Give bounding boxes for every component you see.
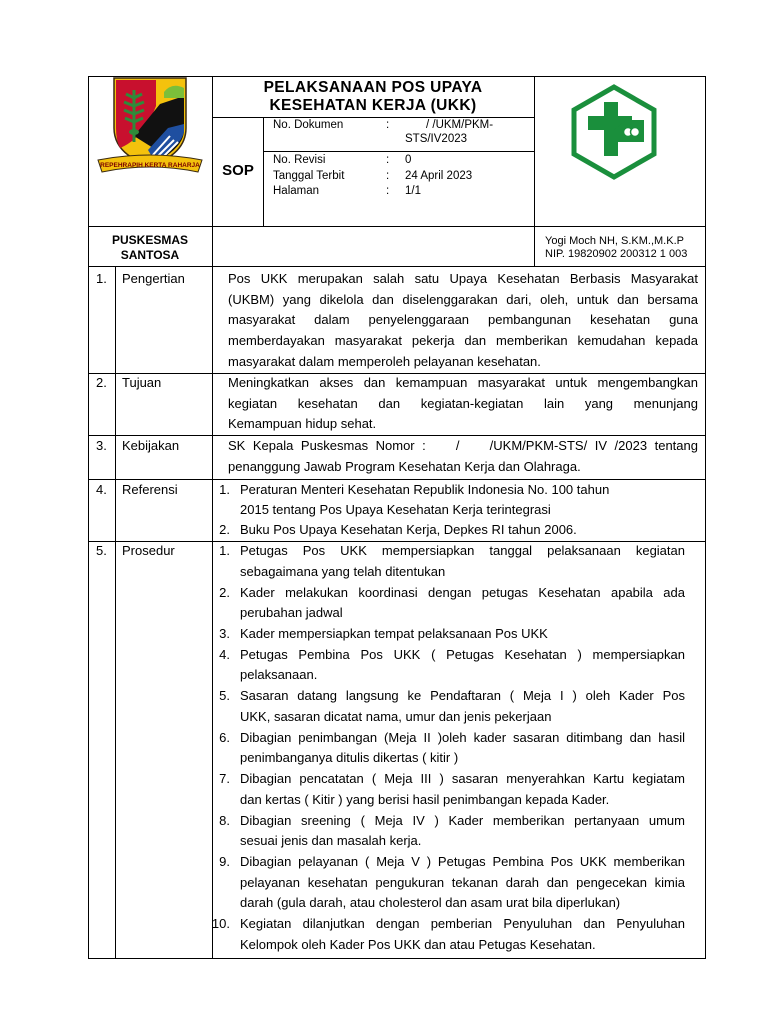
regency-emblem-icon (94, 76, 206, 180)
list-number: 7. (219, 771, 230, 786)
issue-date-label: Tanggal Terbit (273, 170, 345, 182)
regency-motto: REPEHRAPIH KERTA RAHARJA (100, 162, 200, 169)
issue-date-value: 24 April 2023 (405, 170, 473, 182)
section-1-number: 1. (96, 271, 107, 286)
list-line: Dibagian pelayanan ( Meja V ) Petugas Pembina Pos UKK memberikan (240, 854, 685, 869)
list-number: 6. (219, 730, 230, 745)
paragraph-line: SK Kepala Puskesmas Nomor : / /UKM/PKM-STS/ IV /2023 tentang (228, 438, 698, 453)
section-2-number: 2. (96, 375, 107, 390)
list-number: 5. (219, 688, 230, 703)
section-3-number: 3. (96, 438, 107, 453)
list-number: 3. (219, 626, 230, 641)
revision-label: No. Revisi (273, 154, 326, 166)
list-number: 1. (219, 543, 230, 558)
page-label: Halaman (273, 185, 320, 197)
section-4-title: Referensi (122, 482, 178, 497)
list-line: Petugas Pembina Pos UKK ( Petugas Kesehatan ) mempersiapkan (240, 647, 685, 662)
list-line: Kegiatan dilanjutkan dengan pemberian Penyuluhan dan Penyuluhan (240, 916, 685, 931)
list-line: sebagaimana yang telah ditentukan (240, 564, 446, 579)
list-line: Dibagian penimbangan (Meja II )oleh kader sasaran ditimbang dan hasil (240, 730, 685, 745)
doc-number-sep: : (386, 119, 390, 131)
list-number: 4. (219, 647, 230, 662)
list-line: Kader melakukan koordinasi dengan petugas Kesehatan apabila ada (240, 585, 685, 600)
issue-date-sep: : (386, 170, 390, 182)
paragraph-line: (UKBM) yang dikelola dan diselenggarakan dari, oleh, untuk dan bersama (228, 291, 698, 307)
org-name-line-1: PUSKESMAS (111, 233, 188, 247)
puskesmas-logo-icon (566, 84, 662, 180)
list-line: Dibagian pencatatan ( Meja III ) sasaran menyerahkan Kartu kegiatam (240, 771, 685, 786)
organization-name (88, 233, 212, 263)
revision-sep: : (386, 154, 390, 166)
list-line: 2015 tentang Pos Upaya Kesehatan Kerja terintegrasi (240, 502, 551, 517)
list-line: Kelompok oleh Kader Pos UKK dan atau Petugas Kesehatan. (240, 937, 596, 952)
paragraph-line: Pos UKK merupakan salah satu Upaya Kesehatan Berbasis Masyarakat (228, 271, 698, 286)
section-5-title: Prosedur (122, 543, 175, 558)
signatory-nip: NIP. 19820902 200312 1 003 (545, 248, 688, 260)
list-line: sesuai jenis dan masalah kerja. (240, 833, 422, 848)
paragraph-line: Kemampuan hidup sehat. (228, 416, 377, 432)
list-line: Dibagian sreening ( Meja IV ) Kader memberikan pertanyaan umum (240, 813, 685, 828)
list-line: dan kertas ( Kitir ) yang berisi hasil penimbangan kepada Kader. (240, 792, 610, 807)
list-line: Sasaran datang langsung ke Pendaftaran ( Meja I ) oleh Kader Pos (240, 688, 685, 703)
title-line-2: KESEHATAN KERJA (UKK) (269, 97, 477, 114)
list-line: Peraturan Menteri Kesehatan Republik Indonesia No. 100 tahun (240, 482, 610, 497)
doc-number-label: No. Dokumen (273, 119, 344, 131)
title-line-1: PELAKSANAAN POS UPAYA (263, 79, 483, 96)
paragraph-line: kegiatan kesehatan dan kegiatan-kegiatan lain yang menunjang (228, 395, 698, 411)
section-2-content (228, 373, 698, 435)
list-line: pelayanan kesehatan pengukuran tekanan darah dan pengecekan kimia (240, 875, 685, 890)
list-line: darah (gula darah, atau cholesterol dan asam urat bila diperlukan) (240, 895, 621, 910)
section-2-title: Tujuan (122, 375, 162, 390)
paragraph-line: masyarakat dalam penyelenggaraan pembangunan kesehatan guna (228, 312, 698, 328)
doc-number-value-1: / /UKM/PKM- (426, 119, 494, 131)
list-number: 2. (219, 522, 230, 537)
section-1-title: Pengertian (122, 271, 185, 286)
signatory-name: Yogi Moch NH, S.KM.,M.K.P (545, 235, 684, 247)
list-line: UKK, sasaran dicatat nama, umur dan jenis pekerjaan (240, 709, 552, 724)
list-line: penimbanganya ditulis dikertas ( kitir ) (240, 750, 459, 765)
paragraph-line: Meningkatkan akses dan kemampuan masyarakat untuk mengembangkan (228, 375, 698, 390)
section-5-number: 5. (96, 543, 107, 558)
page-value: 1/1 (405, 185, 421, 197)
section-3-title: Kebijakan (122, 438, 180, 453)
paragraph-line: masyarakat dalam memperoleh pelayanan kesehatan. (228, 353, 541, 369)
paragraph-line: penanggung Jawab Program Kesehatan Kerja dan Olahraga. (228, 458, 581, 474)
list-line: Kader mempersiapkan tempat pelaksanaan Pos UKK (240, 626, 548, 641)
list-number: 1. (219, 482, 230, 497)
paragraph-line: memberdayakan masyarakat pekerja dan memberikan kemudahan kepada (228, 333, 698, 349)
list-number: 8. (219, 813, 230, 828)
doc-number-value-2: STS/IV2023 (405, 133, 468, 145)
section-4-number: 4. (96, 482, 107, 497)
document-title (212, 79, 534, 115)
org-name-line-2: SANTOSA (120, 248, 180, 262)
revision-value: 0 (405, 154, 412, 166)
list-line: Buku Pos Upaya Kesehatan Kerja, Depkes RI tahun 2006. (240, 522, 577, 537)
list-line: pelaksanaan. (240, 667, 318, 682)
list-number: 2. (219, 585, 230, 600)
list-number: 9. (219, 854, 230, 869)
section-3-content (228, 436, 698, 477)
section-1-content (228, 269, 698, 373)
list-line: Petugas Pos UKK mempersiapkan tanggal pelaksanaan kegiatan (240, 543, 685, 558)
list-number: 10. (211, 916, 230, 931)
list-line: perubahan jadwal (240, 605, 343, 620)
sop-label: SOP (222, 162, 254, 179)
page-sep: : (386, 185, 390, 197)
